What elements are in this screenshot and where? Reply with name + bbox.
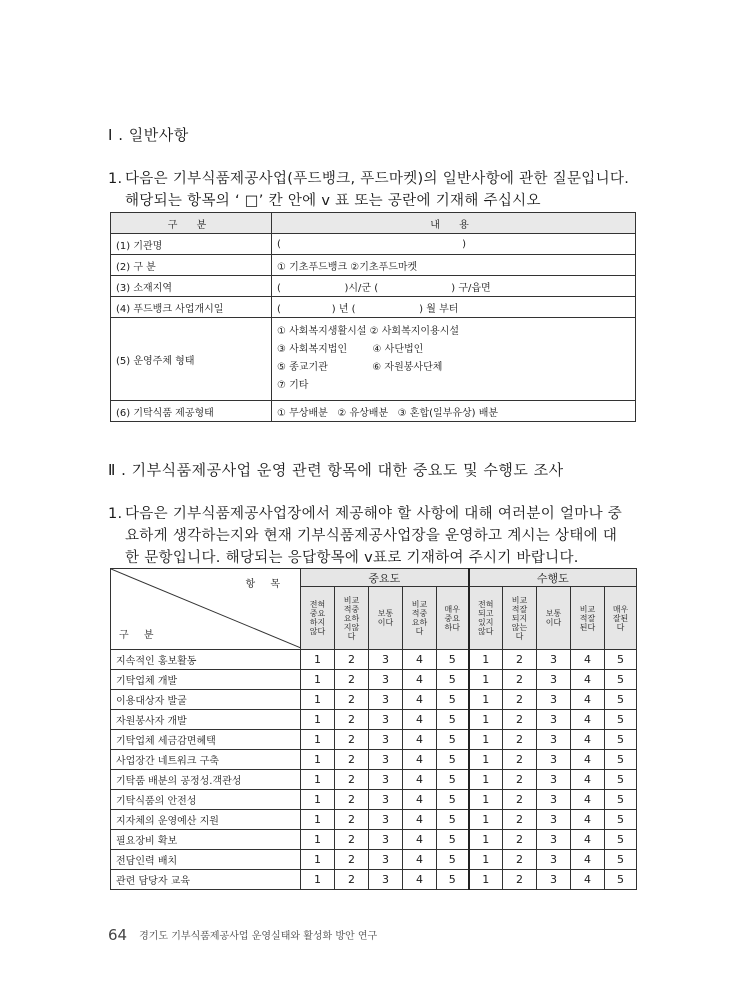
scale-header: 보통 이다 <box>369 587 403 650</box>
row-label: (2) 구 분 <box>111 255 272 276</box>
importance-score-cell[interactable]: 1 <box>301 710 335 730</box>
performance-score-cell[interactable]: 5 <box>605 730 637 750</box>
importance-score-cell[interactable]: 5 <box>437 750 469 770</box>
table-row <box>111 690 637 710</box>
performance-score-cell[interactable]: 4 <box>571 670 605 690</box>
importance-score-cell[interactable]: 2 <box>335 650 369 670</box>
importance-score-cell[interactable]: 3 <box>369 750 403 770</box>
performance-score-cell[interactable]: 3 <box>537 810 571 830</box>
importance-score-cell[interactable]: 2 <box>335 670 369 690</box>
performance-score-cell[interactable]: 5 <box>605 750 637 770</box>
performance-score-cell[interactable]: 2 <box>503 830 537 850</box>
importance-score-cell[interactable]: 3 <box>369 770 403 790</box>
performance-score-cell[interactable]: 4 <box>571 730 605 750</box>
performance-score-cell[interactable]: 2 <box>503 810 537 830</box>
importance-score-cell[interactable]: 4 <box>403 670 437 690</box>
performance-score-cell[interactable]: 1 <box>469 850 503 870</box>
row-value: ( ) 년 ( ) 월 부터 <box>272 297 636 318</box>
question-line-2: 요하게 생각하는지와 현재 기부식품제공사업장을 운영하고 계시는 상태에 대 <box>125 528 618 544</box>
importance-score-cell[interactable]: 4 <box>403 690 437 710</box>
general-info-table <box>110 212 636 422</box>
table-row <box>111 255 636 276</box>
table-row <box>111 750 637 770</box>
importance-header: 중요도 <box>301 569 469 587</box>
item-label: 이용대상자 발굴 <box>111 690 301 710</box>
importance-score-cell[interactable]: 4 <box>403 750 437 770</box>
importance-score-cell[interactable]: 5 <box>437 830 469 850</box>
performance-score-cell[interactable]: 5 <box>605 790 637 810</box>
importance-score-cell[interactable]: 3 <box>369 650 403 670</box>
performance-score-cell[interactable]: 5 <box>605 650 637 670</box>
performance-score-cell[interactable]: 3 <box>537 750 571 770</box>
table-header-content: 내 용 <box>272 213 636 234</box>
question-line-3: 한 문항입니다. 해당되는 응답항목에 v표로 기재하여 주시기 바랍니다. <box>125 550 579 566</box>
item-label: 지속적인 홍보활동 <box>111 650 301 670</box>
page-number: 64 <box>108 926 128 944</box>
scale-header: 비교 적잘 되지 않는 다 <box>503 587 537 650</box>
table-row <box>111 790 637 810</box>
row-value: ① 기초푸드뱅크 ②기초푸드마켓 <box>272 255 636 276</box>
performance-score-cell[interactable]: 4 <box>571 750 605 770</box>
importance-score-cell[interactable]: 4 <box>403 850 437 870</box>
section-1-question <box>108 168 648 212</box>
importance-score-cell[interactable]: 1 <box>301 690 335 710</box>
item-label: 지자체의 운영예산 지원 <box>111 810 301 830</box>
importance-score-cell[interactable]: 3 <box>369 810 403 830</box>
scale-header: 비교 적중 요하 다 <box>403 587 437 650</box>
table-row <box>111 870 637 890</box>
row-label: (6) 기탁식품 제공형태 <box>111 401 272 422</box>
importance-score-cell[interactable]: 4 <box>403 650 437 670</box>
performance-score-cell[interactable]: 3 <box>537 650 571 670</box>
table-row <box>111 710 637 730</box>
question-line-1: 다음은 기부식품제공사업(푸드뱅크, 푸드마켓)의 일반사항에 관한 질문입니다. <box>125 171 630 187</box>
importance-score-cell[interactable]: 4 <box>403 870 437 890</box>
performance-score-cell[interactable]: 2 <box>503 790 537 810</box>
performance-score-cell[interactable]: 5 <box>605 770 637 790</box>
item-label: 기탁업체 세금감면혜택 <box>111 730 301 750</box>
importance-score-cell[interactable]: 3 <box>369 850 403 870</box>
performance-score-cell[interactable]: 4 <box>571 850 605 870</box>
importance-score-cell[interactable]: 5 <box>437 710 469 730</box>
performance-score-cell[interactable]: 1 <box>469 710 503 730</box>
performance-score-cell[interactable]: 3 <box>537 830 571 850</box>
scale-header: 비교 적잘 된다 <box>571 587 605 650</box>
table-row <box>111 830 637 850</box>
performance-score-cell[interactable]: 1 <box>469 770 503 790</box>
operator-options <box>272 318 636 401</box>
item-label: 필요장비 확보 <box>111 830 301 850</box>
importance-score-cell[interactable]: 3 <box>369 830 403 850</box>
row-value: ① 무상배분 ② 유상배분 ③ 혼합(일부유상) 배분 <box>272 401 636 422</box>
performance-score-cell[interactable]: 5 <box>605 710 637 730</box>
importance-score-cell[interactable]: 2 <box>335 830 369 850</box>
importance-score-cell[interactable]: 2 <box>335 710 369 730</box>
importance-score-cell[interactable]: 1 <box>301 810 335 830</box>
question-line-1: 다음은 기부식품제공사업장에서 제공해야 할 사항에 대해 여러분이 얼마나 중 <box>125 506 623 522</box>
footer-text: 경기도 기부식품제공사업 운영실태와 활성화 방안 연구 <box>139 931 378 942</box>
item-label: 기탁업체 개발 <box>111 670 301 690</box>
option-line: ③ 사회복지법인 ④ 사단법인 <box>277 344 424 355</box>
importance-score-cell[interactable]: 1 <box>301 870 335 890</box>
performance-score-cell[interactable]: 5 <box>605 830 637 850</box>
item-label: 기탁식품의 안전성 <box>111 790 301 810</box>
item-label: 관련 담당자 교육 <box>111 870 301 890</box>
item-label: 기탁품 배분의 공정성.객관성 <box>111 770 301 790</box>
importance-score-cell[interactable]: 4 <box>403 730 437 750</box>
importance-score-cell[interactable]: 3 <box>369 690 403 710</box>
importance-score-cell[interactable]: 1 <box>301 790 335 810</box>
item-label: 전담인력 배치 <box>111 850 301 870</box>
importance-score-cell[interactable]: 3 <box>369 670 403 690</box>
performance-score-cell[interactable]: 2 <box>503 650 537 670</box>
importance-score-cell[interactable]: 5 <box>437 650 469 670</box>
row-label: (4) 푸드뱅크 사업개시일 <box>111 297 272 318</box>
performance-score-cell[interactable]: 1 <box>469 810 503 830</box>
option-line: ① 사회복지생활시설 ② 사회복지이용시설 <box>277 326 460 337</box>
performance-score-cell[interactable]: 4 <box>571 710 605 730</box>
option-line: ⑦ 기타 <box>277 380 309 391</box>
scale-header: 보통 이다 <box>537 587 571 650</box>
corner-top-label: 항 목 <box>245 579 286 590</box>
scale-header: 전혀 중요 하지 않다 <box>301 587 335 650</box>
table-row <box>111 850 637 870</box>
importance-score-cell[interactable]: 5 <box>437 850 469 870</box>
section-2-question <box>108 503 648 569</box>
performance-score-cell[interactable]: 4 <box>571 650 605 670</box>
row-label: (3) 소재지역 <box>111 276 272 297</box>
performance-score-cell[interactable]: 2 <box>503 730 537 750</box>
importance-score-cell[interactable]: 1 <box>301 830 335 850</box>
importance-score-cell[interactable]: 4 <box>403 810 437 830</box>
performance-score-cell[interactable]: 2 <box>503 670 537 690</box>
performance-score-cell[interactable]: 1 <box>469 790 503 810</box>
row-label: (5) 운영주체 형태 <box>111 318 272 401</box>
importance-score-cell[interactable]: 1 <box>301 770 335 790</box>
table-row <box>111 670 637 690</box>
performance-score-cell[interactable]: 1 <box>469 830 503 850</box>
performance-score-cell[interactable]: 4 <box>571 810 605 830</box>
performance-score-cell[interactable]: 3 <box>537 790 571 810</box>
option-line: ⑤ 종교기관 ⑥ 자원봉사단체 <box>277 362 443 373</box>
importance-score-cell[interactable]: 3 <box>369 730 403 750</box>
table-row <box>111 730 637 750</box>
row-value: ( )시/군 ( ) 구/읍면 <box>272 276 636 297</box>
table-row <box>111 810 637 830</box>
table-row <box>111 401 636 422</box>
importance-score-cell[interactable]: 5 <box>437 690 469 710</box>
scale-header: 매우 잘된 다 <box>605 587 637 650</box>
importance-score-cell[interactable]: 2 <box>335 810 369 830</box>
importance-score-cell[interactable]: 5 <box>437 810 469 830</box>
performance-score-cell[interactable]: 3 <box>537 850 571 870</box>
performance-score-cell[interactable]: 3 <box>537 670 571 690</box>
importance-score-cell[interactable]: 5 <box>437 670 469 690</box>
performance-score-cell[interactable]: 2 <box>503 870 537 890</box>
table-row <box>111 297 636 318</box>
importance-score-cell[interactable]: 4 <box>403 710 437 730</box>
importance-score-cell[interactable]: 2 <box>335 870 369 890</box>
row-label: (1) 기관명 <box>111 234 272 255</box>
performance-score-cell[interactable]: 4 <box>571 830 605 850</box>
performance-score-cell[interactable]: 1 <box>469 650 503 670</box>
table-row <box>111 234 636 255</box>
performance-score-cell[interactable]: 5 <box>605 810 637 830</box>
performance-score-cell[interactable]: 5 <box>605 870 637 890</box>
performance-score-cell[interactable]: 2 <box>503 850 537 870</box>
performance-score-cell[interactable]: 4 <box>571 770 605 790</box>
performance-score-cell[interactable]: 5 <box>605 670 637 690</box>
performance-score-cell[interactable]: 4 <box>571 790 605 810</box>
performance-score-cell[interactable]: 2 <box>503 750 537 770</box>
importance-score-cell[interactable]: 5 <box>437 730 469 750</box>
performance-score-cell[interactable]: 1 <box>469 730 503 750</box>
importance-score-cell[interactable]: 3 <box>369 870 403 890</box>
performance-score-cell[interactable]: 2 <box>503 690 537 710</box>
performance-score-cell[interactable]: 1 <box>469 870 503 890</box>
table-header-category: 구 분 <box>111 213 272 234</box>
scale-header: 비교 적중 요하 지않 다 <box>335 587 369 650</box>
performance-score-cell[interactable]: 3 <box>537 730 571 750</box>
performance-score-cell[interactable]: 4 <box>571 870 605 890</box>
importance-score-cell[interactable]: 2 <box>335 730 369 750</box>
section-1-title: Ⅰ . 일반사항 <box>108 126 189 144</box>
performance-score-cell[interactable]: 4 <box>571 690 605 710</box>
performance-score-cell[interactable]: 2 <box>503 710 537 730</box>
performance-score-cell[interactable]: 3 <box>537 770 571 790</box>
importance-score-cell[interactable]: 5 <box>437 870 469 890</box>
header-corner <box>111 569 301 650</box>
importance-score-cell[interactable]: 2 <box>335 750 369 770</box>
importance-score-cell[interactable]: 1 <box>301 650 335 670</box>
question-line-2: 해당되는 항목의 ‘ □’ 칸 안에 v 표 또는 공란에 기재해 주십시오 <box>125 193 541 209</box>
corner-bottom-label: 구 분 <box>119 630 160 641</box>
performance-score-cell[interactable]: 5 <box>605 850 637 870</box>
page-footer <box>108 926 377 944</box>
importance-score-cell[interactable]: 3 <box>369 790 403 810</box>
section-2-title: Ⅱ . 기부식품제공사업 운영 관련 항목에 대한 중요도 및 수행도 조사 <box>108 461 564 479</box>
importance-score-cell[interactable]: 1 <box>301 750 335 770</box>
row-value: ( ) <box>272 234 636 255</box>
performance-score-cell[interactable]: 1 <box>469 690 503 710</box>
importance-score-cell[interactable]: 1 <box>301 670 335 690</box>
performance-score-cell[interactable]: 3 <box>537 870 571 890</box>
importance-score-cell[interactable]: 4 <box>403 790 437 810</box>
item-label: 사업장간 네트워크 구축 <box>111 750 301 770</box>
importance-score-cell[interactable]: 1 <box>301 730 335 750</box>
performance-score-cell[interactable]: 2 <box>503 770 537 790</box>
importance-performance-table <box>110 568 637 890</box>
importance-score-cell[interactable]: 2 <box>335 690 369 710</box>
table-row <box>111 650 637 670</box>
scale-header: 매우 중요 하다 <box>437 587 469 650</box>
performance-score-cell[interactable]: 3 <box>537 710 571 730</box>
performance-score-cell[interactable]: 1 <box>469 750 503 770</box>
importance-score-cell[interactable]: 5 <box>437 770 469 790</box>
importance-score-cell[interactable]: 4 <box>403 770 437 790</box>
performance-score-cell[interactable]: 5 <box>605 690 637 710</box>
question-number: 1. <box>108 171 123 187</box>
question-number: 1. <box>108 506 123 522</box>
table-row <box>111 318 636 401</box>
importance-score-cell[interactable]: 2 <box>335 850 369 870</box>
importance-score-cell[interactable]: 1 <box>301 850 335 870</box>
importance-score-cell[interactable]: 4 <box>403 830 437 850</box>
table-row <box>111 770 637 790</box>
table-row <box>111 276 636 297</box>
scale-header: 전혀 되고 있지 않다 <box>469 587 503 650</box>
importance-score-cell[interactable]: 5 <box>437 790 469 810</box>
importance-score-cell[interactable]: 2 <box>335 770 369 790</box>
performance-header: 수행도 <box>469 569 637 587</box>
performance-score-cell[interactable]: 3 <box>537 690 571 710</box>
importance-score-cell[interactable]: 3 <box>369 710 403 730</box>
performance-score-cell[interactable]: 1 <box>469 670 503 690</box>
item-label: 자원봉사자 개발 <box>111 710 301 730</box>
importance-score-cell[interactable]: 2 <box>335 790 369 810</box>
